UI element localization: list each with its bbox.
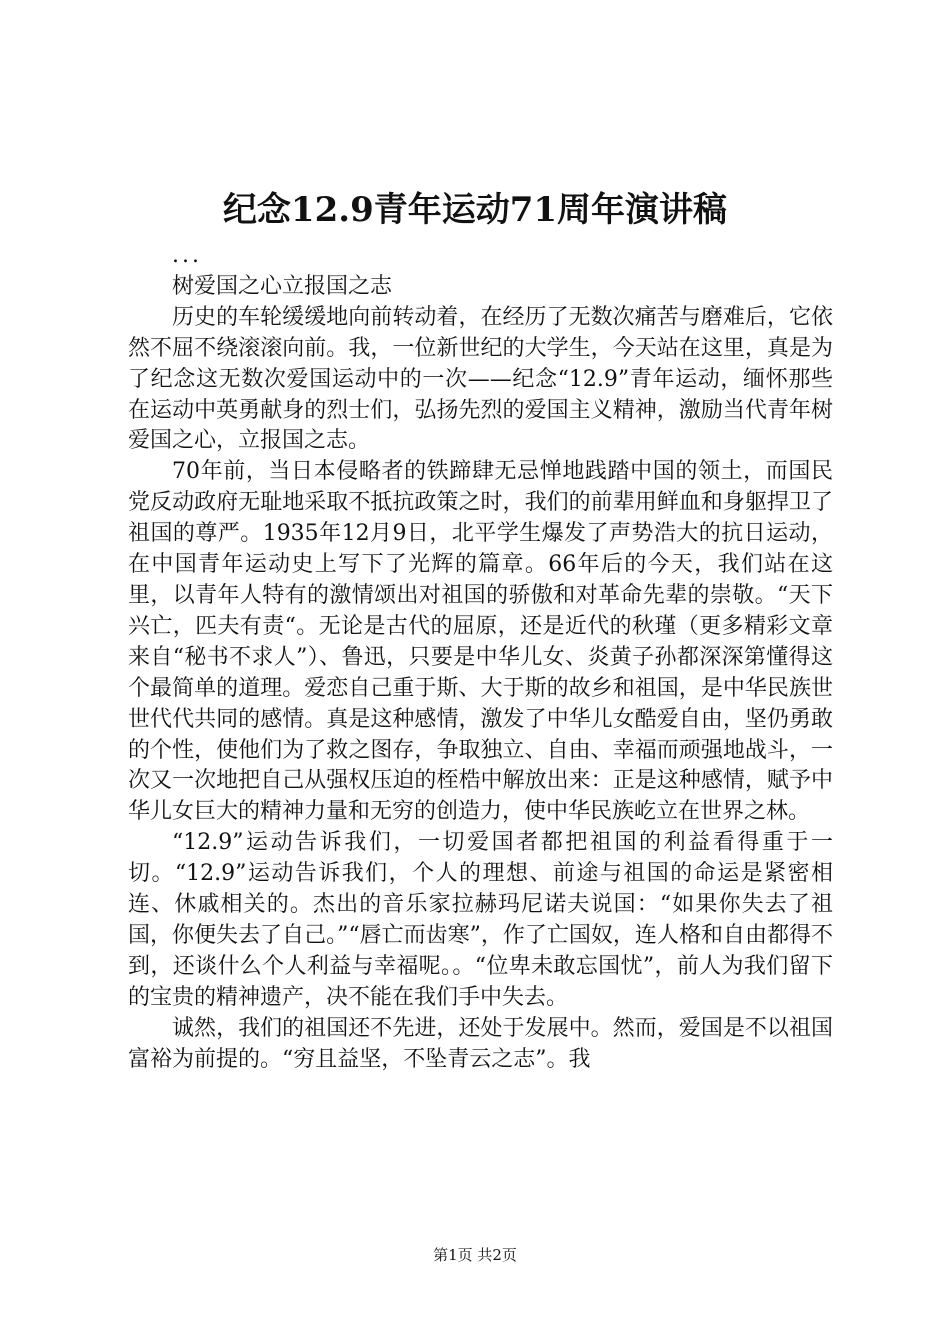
ellipsis-line: ... [172,243,202,268]
paragraph-3: “12.9”运动告诉我们，一切爱国者都把祖国的利益看得重于一切。“12.9”运动告诉我们，个人的理想、前途与祖国的命运是紧密相连、休戚相关的。杰出的音乐家拉赫玛尼诺夫说国：“如果你失去了祖国，你便失去了自己。”“唇亡而齿寒”，作了亡国奴，连人格和自由都得不到，还谈什么个人利益与幸福呢。。“位卑未敢忘国忧”，前人为我们留下的宝贵的精神遗产，决不能在我们手中失去。 [128,830,833,1010]
speech-subtitle: 树爱国之心立报国之志 [172,273,393,299]
paragraph-1: 历史的车轮缓缓地向前转动着，在经历了无数次痛苦与磨难后，它依然不屈不绕滚滚向前。我，一位新世纪的大学生，今天站在这里，真是为了纪念这无数次爱国运动中的一次——纪念“12.9”青年运动，缅怀那些在运动中英勇献身的烈士们，弘扬先烈的爱国主义精神，激励当代青年树爱国之心，立报国之志。 [128,304,833,454]
paragraph-4: 诚然，我们的祖国还不先进，还处于发展中。然而，爱国是不以祖国富裕为前提的。“穷且益坚，不坠青云之志”。我 [128,1015,833,1072]
paragraph-2: 70年前，当日本侵略者的铁蹄肆无忌惮地践踏中国的领土，而国民党反动政府无耻地采取不抵抗政策之时，我们的前辈用鲜血和身躯捍卫了祖国的尊严。1935年12月9日，北平学生爆发了声势浩大的抗日运动，在中国青年运动史上写下了光辉的篇章。66年后的今天，我们站在这里，以青年人特有的激情颂出对祖国的骄傲和对革命先辈的崇敬。“天下兴亡，匹夫有责“。无论是古代的屈原，还是近代的秋瑾（更多精彩文章来自“秘书不求人”）、鲁迅，只要是中华儿女、炎黄子孙都深深第懂得这个最简单的道理。爱恋自己重于斯、大于斯的故乡和祖国，是中华民族世世代代共同的感情。真是这种感情，激发了中华儿女酷爱自由，坚仍勇敢的个性，使他们为了救之图存，争取独立、自由、幸福而顽强地战斗，一次又一次地把自己从强权压迫的桎梏中解放出来：正是这种感情，赋予中华儿女巨大的精神力量和无穷的创造力，使中华民族屹立在世界之林。 [128,459,833,825]
page-number-footer: 第1页 共2页 [433,1246,517,1264]
document-title: 纪念12.9青年运动71周年演讲稿 [222,190,728,230]
document-body [128,241,833,1075]
